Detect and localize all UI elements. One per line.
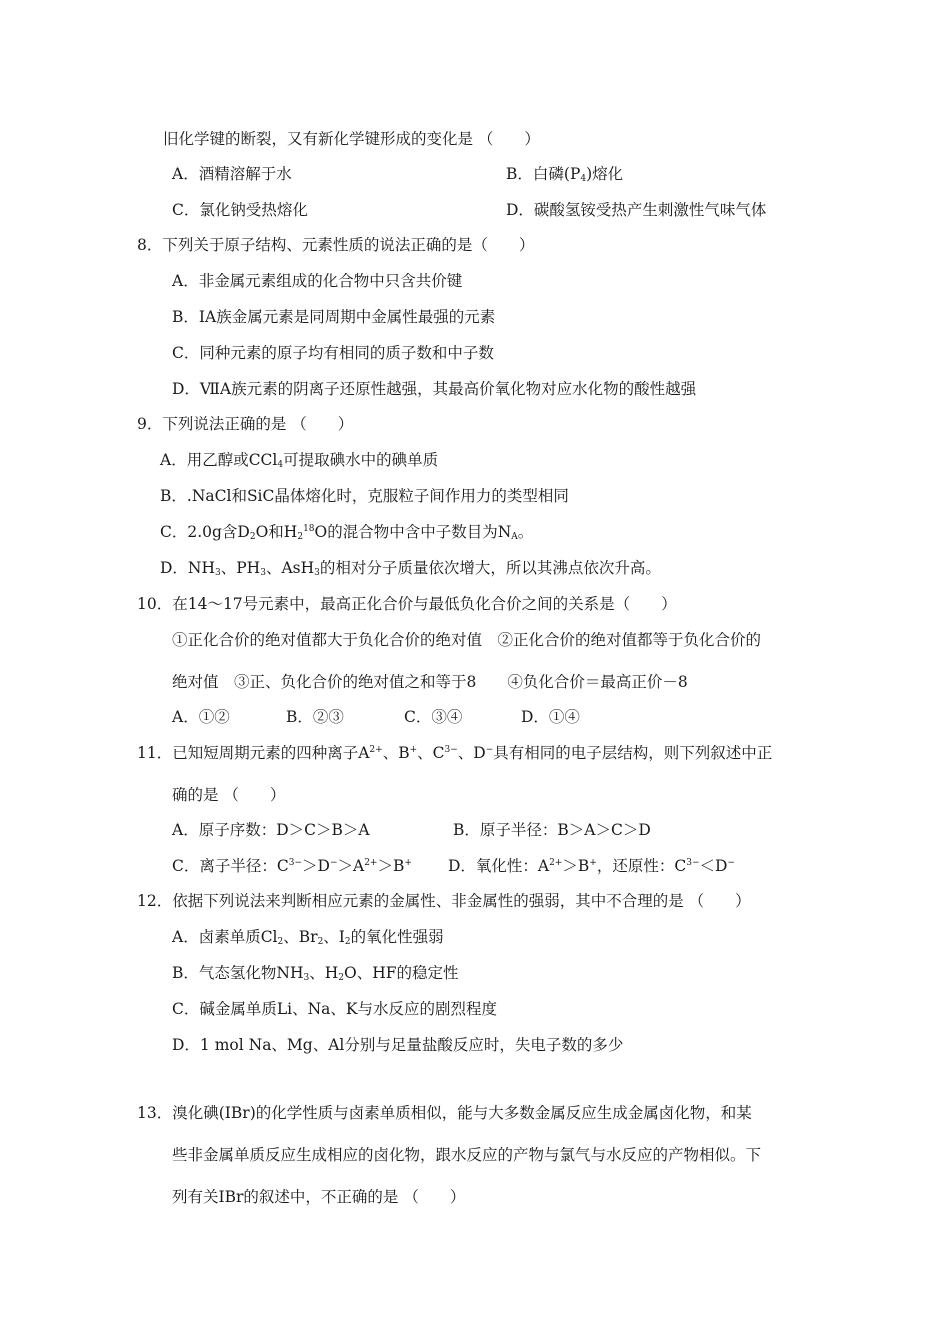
q13-stem-line-2: 些非金属单质反应生成相应的卤化物，跟水反应的产物与氯气与水反应的产物相似。下 [172,1146,762,1164]
q11-option-b: B．原子半径：B＞A＞C＞D [453,821,651,839]
q9-option-c: C．2.0g含$D_2O$和$H_2^{18}O$的混合物中含中子数目为$N_A$。 [160,523,534,542]
q8-stem: 8．下列关于原子结构、元素性质的说法正确的是（ ） [137,236,535,254]
q11-option-c: C．离子半径：$C^{3-}>D^->A^{2+}>B^+$ [172,857,412,875]
q10-option-d: D．①④ [521,708,580,726]
q13-stem-line-1: 13．溴化碘(IBr)的化学性质与卤素单质相似，能与大多数金属反应生成金属卤化物，和某 [137,1104,752,1122]
q7-stem-continuation: 旧化学键的断裂，又有新化学键形成的变化是 （ ） [163,130,540,148]
q11-stem: 11．已知短周期元素的四种离子$A^{2+}$、B+、$C^{3-}$、D−具有相同的电子层结构，则下列叙述中正 [137,744,773,762]
q7-option-b: B．白磷$(P_4)$熔化 [506,165,624,184]
q10-statement-line-1: ①正化合价的绝对值都大于负化合价的绝对值 ②正化合价的绝对值都等于负化合价的 [172,631,762,649]
q8-option-a: A．非金属元素组成的化合物中只含共价键 [172,272,463,290]
q8-option-b: B．ⅠA族金属元素是同周期中金属性最强的元素 [172,308,496,326]
q8-option-c: C．同种元素的原子均有相同的质子数和中子数 [172,344,494,362]
q10-option-a: A．①② [172,708,230,726]
q8-option-d: D．ⅦA族元素的阴离子还原性越强，其最高价氧化物对应水化物的酸性越强 [172,380,697,398]
q10-option-b: B．②③ [286,708,344,726]
q9-option-b: B．.NaCl和SiC晶体熔化时，克服粒子间作用力的类型相同 [160,487,569,505]
q12-option-a: A．卤素单质$Cl_2$、$Br_2$、$I_2$的氧化性强弱 [172,928,444,947]
q7-option-d: D．碳酸氢铵受热产生刺激性气味气体 [506,201,767,219]
q12-option-b: B．气态氢化物$NH_3$、$H_2O$、HF的稳定性 [172,964,459,983]
q7-option-a: A．酒精溶解于水 [172,165,292,183]
q12-stem: 12．依据下列说法来判断相应元素的金属性、非金属性的强弱，其中不合理的是 （ ） [137,892,751,910]
q11-stem-continuation: 确的是 （ ） [172,786,286,804]
q9-option-d: D．$NH_3$、$PH_3$、AsH$_3$的相对分子质量依次增大，所以其沸点依次升高。 [160,559,661,578]
q7-option-c: C．氯化钠受热熔化 [172,201,308,219]
q11-option-a: A．原子序数：D＞C＞B＞A [172,821,370,839]
q9-option-a: A．用乙醇或CCl$_4$可提取碘水中的碘单质 [160,451,439,470]
q10-stem: 10．在14～17号元素中，最高正化合价与最低负化合价之间的关系是（ ） [137,595,677,613]
q12-option-d: D．1 mol Na、Mg、Al分别与足量盐酸反应时，失电子数的多少 [172,1036,624,1054]
q11-option-d: D．氧化性：$A^{2+}>B^+$，还原性：$C^{3-}<D^-$ [448,857,735,875]
q9-stem: 9．下列说法正确的是 （ ） [137,415,354,433]
q10-statement-line-2: 绝对值 ③正、负化合价的绝对值之和等于8 ④负化合价＝最高正价－8 [172,673,688,691]
q12-option-c: C．碱金属单质Li、Na、K与水反应的剧烈程度 [172,1000,497,1018]
q10-option-c: C．③④ [404,708,463,726]
q13-stem-line-3: 列有关IBr的叙述中，不正确的是 （ ） [172,1188,466,1206]
